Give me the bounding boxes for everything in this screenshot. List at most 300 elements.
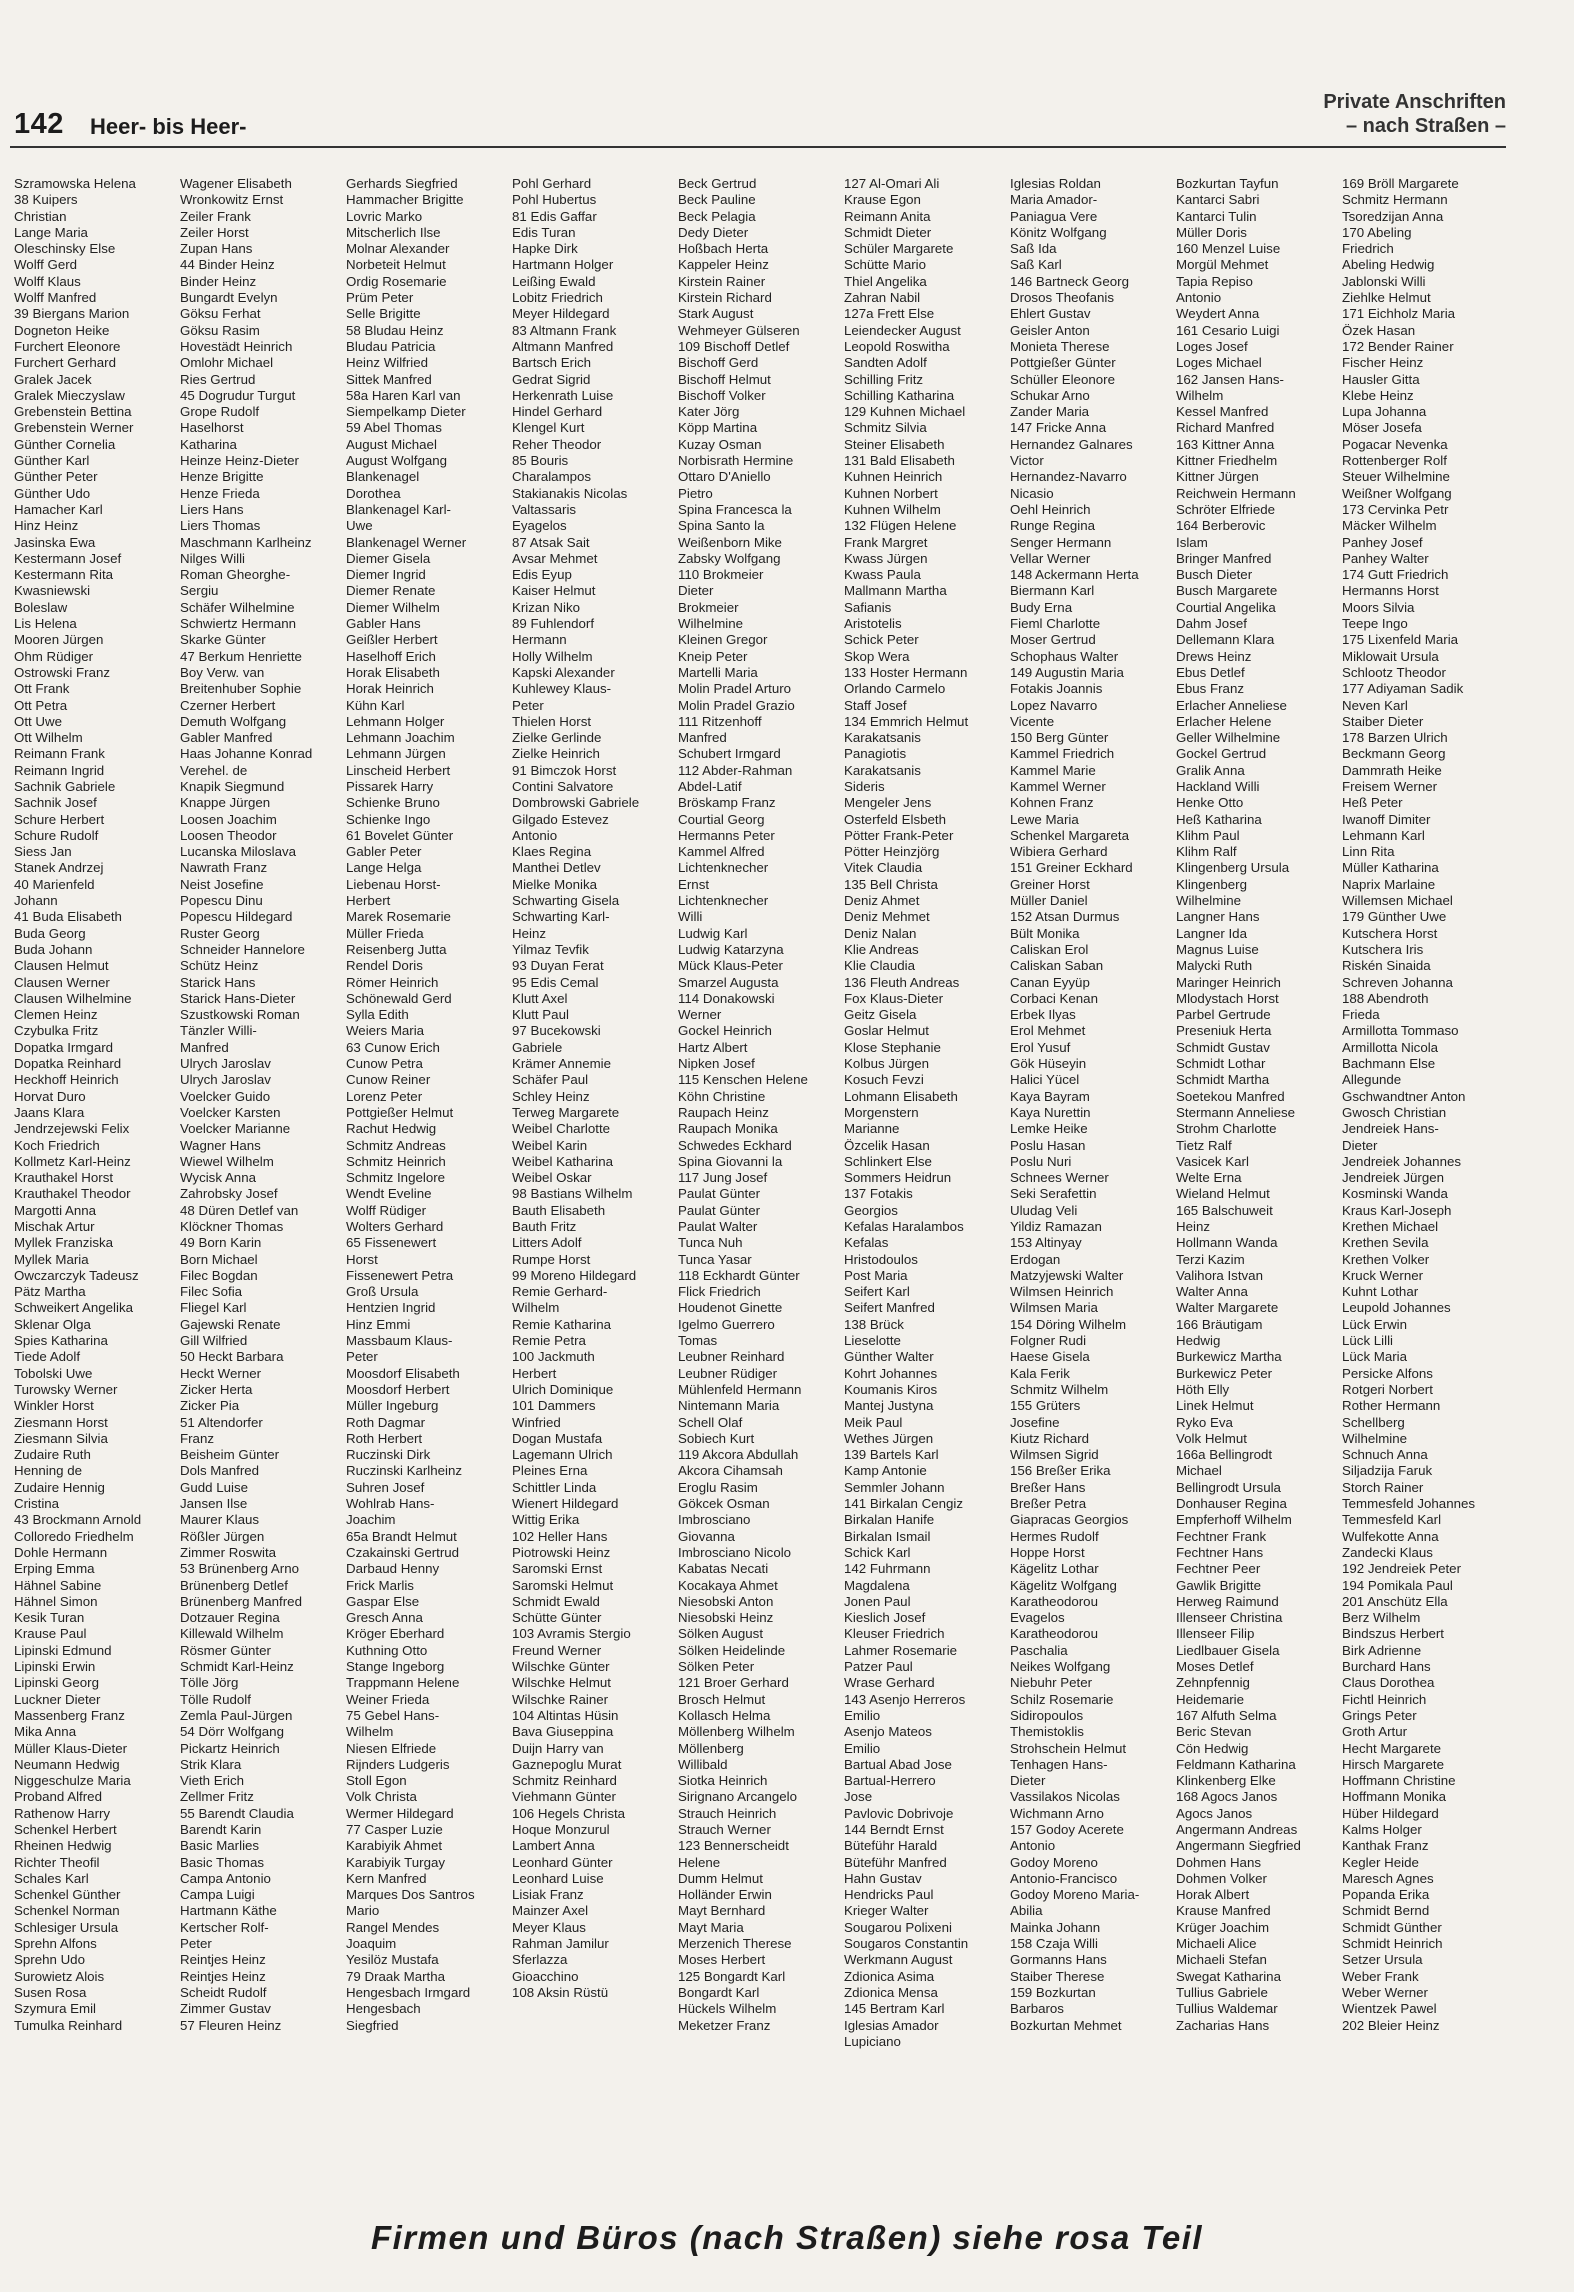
directory-entry: Klingenberg Ursula <box>1176 860 1290 876</box>
directory-entry: Magdalena <box>844 1577 910 1593</box>
directory-entry: Wagener Elisabeth <box>180 176 292 191</box>
directory-entry: Fichtl Heinrich <box>1342 1691 1427 1707</box>
directory-entry: Geitz Gisela <box>844 1007 917 1023</box>
directory-entry: Schütte Günter <box>512 1610 602 1626</box>
directory-entry: 51 Altendorfer <box>180 1414 263 1430</box>
directory-entry: Holländer Erwin <box>678 1887 772 1903</box>
directory-entry: Remie Petra <box>512 1333 586 1349</box>
directory-entry: 65 Fissenewert <box>346 1235 437 1251</box>
directory-entry: Sölken August <box>678 1626 764 1642</box>
directory-entry: Smarzel Augusta <box>678 974 779 990</box>
directory-column <box>1010 176 1176 2206</box>
directory-entry: Schönewald Gerd <box>346 990 452 1006</box>
directory-entry: Grebenstein Bettina <box>14 404 132 420</box>
directory-entry: Bungardt Evelyn <box>180 290 278 306</box>
directory-entry: Gedrat Sigrid <box>512 371 591 387</box>
directory-entry: Niesen Elfriede <box>346 1740 437 1756</box>
directory-entry: Nilges Willi <box>180 550 246 566</box>
directory-entry: Joaquim <box>346 1936 397 1952</box>
directory-entry: 167 Alfuth Selma <box>1176 1707 1277 1723</box>
directory-entry: Spies Katharina <box>14 1333 108 1349</box>
directory-entry: Buda Georg <box>14 925 86 941</box>
directory-entry: 95 Edis Cemal <box>512 974 599 990</box>
directory-entry: Strik Klara <box>180 1756 242 1772</box>
page-number: 142 <box>14 108 64 140</box>
directory-entry: 158 Czaja Willi <box>1010 1936 1098 1952</box>
directory-entry: Lehmann Joachim <box>346 730 455 746</box>
directory-entry: 112 Abder-Rahman <box>678 762 793 778</box>
directory-entry: Henze Brigitte <box>180 469 264 485</box>
directory-entry: Manthei Detlev <box>512 860 601 876</box>
directory-entry: Deniz Mehmet <box>844 909 930 925</box>
directory-entry: Saß Karl <box>1010 257 1062 273</box>
directory-entry: Remie Gerhard- <box>512 1284 608 1300</box>
directory-entry: Gajewski Renate <box>180 1316 281 1332</box>
directory-entry: Avsar Mehmet <box>512 550 598 566</box>
directory-entry: Mantej Justyna <box>844 1398 934 1414</box>
directory-entry: 159 Bozkurtan <box>1010 1984 1096 2000</box>
directory-entry: Gralek Mieczyslaw <box>14 387 125 403</box>
directory-entry: Morgül Mehmet <box>1176 257 1269 273</box>
directory-entry: Myllek Maria <box>14 1251 89 1267</box>
directory-entry: Miklowait Ursula <box>1342 648 1439 664</box>
directory-entry: Michaeli Alice <box>1176 1936 1257 1952</box>
directory-entry: 47 Berkum Henriette <box>180 648 302 664</box>
directory-entry: Roth Dagmar <box>346 1414 426 1430</box>
directory-entry: Szramowska Helena <box>14 176 136 191</box>
directory-entry: Tiede Adolf <box>14 1349 81 1365</box>
directory-entry: Rangel Mendes <box>346 1919 440 1935</box>
directory-entry: 139 Bartels Karl <box>844 1447 939 1463</box>
directory-entry: Basic Marlies <box>180 1838 260 1854</box>
directory-entry: Zicker Herta <box>180 1381 253 1397</box>
directory-entry: Erping Emma <box>14 1561 95 1577</box>
directory-entry: Islam <box>1176 534 1208 550</box>
directory-entry: Ebus Franz <box>1176 681 1244 697</box>
directory-entry: Winkler Horst <box>14 1398 94 1414</box>
directory-entry: Prüm Peter <box>346 290 414 306</box>
directory-entry: 43 Brockmann Arnold <box>14 1512 142 1528</box>
directory-entry: Sommers Heidrun <box>844 1170 952 1186</box>
directory-entry: Budy Erna <box>1010 599 1073 615</box>
directory-entry: Georgios <box>844 1202 898 1218</box>
directory-entry: Saromski Helmut <box>512 1577 614 1593</box>
directory-entry: Zimmer Roswita <box>180 1544 277 1560</box>
directory-entry: Schmitz Reinhard <box>512 1773 617 1789</box>
directory-entry: Müller Doris <box>1176 224 1247 240</box>
directory-entry: Rijnders Ludgeris <box>346 1756 450 1772</box>
directory-entry: Goslar Helmut <box>844 1023 929 1039</box>
directory-entry: Molnar Alexander <box>346 241 450 257</box>
directory-entry: 172 Bender Rainer <box>1342 338 1454 354</box>
directory-entry: Vieth Erich <box>180 1773 245 1789</box>
directory-entry: Hermann <box>512 632 567 648</box>
directory-entry: Maringer Heinrich <box>1176 974 1281 990</box>
directory-entry: Hedwig <box>1176 1333 1221 1349</box>
directory-entry: 192 Jendreiek Peter <box>1342 1561 1462 1577</box>
directory-entry: Lambert Anna <box>512 1838 595 1854</box>
directory-entry: Charalampos <box>512 469 592 485</box>
directory-entry: Beck Pelagia <box>678 208 756 224</box>
directory-entry: Hindel Gerhard <box>512 404 603 420</box>
directory-entry: Weydert Anna <box>1176 306 1260 322</box>
directory-entry: 125 Bongardt Karl <box>678 1968 786 1984</box>
directory-entry: Dieter <box>1342 1137 1378 1153</box>
directory-entry: Lopez Navarro <box>1010 697 1098 713</box>
directory-entry: Meketzer Franz <box>678 2017 771 2033</box>
directory-entry: Ott Uwe <box>14 713 63 729</box>
directory-entry: Wilschke Günter <box>512 1659 610 1675</box>
directory-entry: Richter Theofil <box>14 1854 100 1870</box>
directory-entry: Schenkel Günther <box>14 1887 121 1903</box>
directory-entry: Franz <box>180 1430 214 1446</box>
directory-entry: Brünenberg Detlef <box>180 1577 288 1593</box>
directory-entry: Manfred <box>180 1039 229 1055</box>
directory-entry: 144 Berndt Ernst <box>844 1821 944 1837</box>
directory-entry: Jendreiek Hans- <box>1342 1121 1439 1137</box>
directory-entry: 101 Dammers <box>512 1398 596 1414</box>
directory-entry: Blankenagel Werner <box>346 534 467 550</box>
directory-entry: Tumulka Reinhard <box>14 2017 123 2033</box>
directory-entry: Klie Claudia <box>844 958 915 974</box>
directory-entry: Tänzler Willi- <box>180 1023 257 1039</box>
directory-entry: 39 Biergans Marion <box>14 306 130 322</box>
directory-entry: Siess Jan <box>14 844 72 860</box>
directory-entry: Runge Regina <box>1010 518 1096 534</box>
directory-entry: Klinkenberg Elke <box>1176 1773 1276 1789</box>
directory-entry: Krethen Volker <box>1342 1251 1430 1267</box>
directory-entry: Kägelitz Wolfgang <box>1010 1577 1117 1593</box>
directory-entry: Hahn Gustav <box>844 1870 922 1886</box>
directory-entry: Erlacher Helene <box>1176 713 1272 729</box>
directory-entry: Winfried <box>512 1414 561 1430</box>
directory-entry: Ulrich Dominique <box>512 1381 614 1397</box>
directory-entry: Hinz Emmi <box>346 1316 411 1332</box>
directory-entry: 173 Cervinka Petr <box>1342 501 1449 517</box>
directory-entry: Schneider Hannelore <box>180 941 305 957</box>
directory-entry: Dellemann Klara <box>1176 632 1275 648</box>
directory-entry: Günther Walter <box>844 1349 934 1365</box>
directory-entry: Kantarci Tulin <box>1176 208 1257 224</box>
directory-entry: Hoque Monzurul <box>512 1821 610 1837</box>
directory-entry: Freisem Werner <box>1342 778 1438 794</box>
directory-column <box>512 176 678 2206</box>
directory-entry: Vellar Werner <box>1010 550 1091 566</box>
directory-entry: Freund Werner <box>512 1642 602 1658</box>
directory-entry: Dorothea <box>346 485 401 501</box>
directory-entry: Maresch Agnes <box>1342 1870 1434 1886</box>
directory-entry: Sittek Manfred <box>346 371 432 387</box>
directory-entry: Schenkel Margareta <box>1010 827 1129 843</box>
directory-entry: Zupan Hans <box>180 241 253 257</box>
directory-entry: Bartual-Herrero <box>844 1773 936 1789</box>
directory-entry: Antonio-Francisco <box>1010 1870 1118 1886</box>
directory-entry: Hernandez-Navarro <box>1010 469 1127 485</box>
directory-entry: Bludau Patricia <box>346 338 436 354</box>
directory-entry: Panhey Walter <box>1342 550 1429 566</box>
directory-entry: Starick Hans <box>180 974 256 990</box>
directory-entry: Reichwein Hermann <box>1176 485 1296 501</box>
directory-entry: Gabler Manfred <box>180 730 273 746</box>
directory-entry: Saromski Ernst <box>512 1561 603 1577</box>
directory-entry: Fliegel Karl <box>180 1300 247 1316</box>
directory-entry: Schales Karl <box>14 1870 89 1886</box>
directory-entry: 169 Bröll Margarete <box>1342 176 1459 191</box>
directory-entry: Cunow Petra <box>346 1056 423 1072</box>
directory-entry: Heinze Heinz-Dieter <box>180 453 299 469</box>
directory-entry: Magnus Luise <box>1176 941 1259 957</box>
directory-entry: 45 Dogrudur Turgut <box>180 387 296 403</box>
directory-entry: Siljadzija Faruk <box>1342 1463 1433 1479</box>
directory-entry: Popanda Erika <box>1342 1887 1430 1903</box>
directory-entry: Bava Giuseppina <box>512 1724 614 1740</box>
directory-entry: Poslu Hasan <box>1010 1137 1086 1153</box>
directory-entry: Bartual Abad Jose <box>844 1756 952 1772</box>
directory-entry: Schilling Fritz <box>844 371 924 387</box>
directory-entry: Weber Frank <box>1342 1968 1419 1984</box>
directory-entry: Cunow Reiner <box>346 1072 431 1088</box>
directory-entry: Stakianakis Nicolas <box>512 485 628 501</box>
directory-entry: Niggeschulze Maria <box>14 1773 131 1789</box>
directory-entry: 97 Bucekowski <box>512 1023 601 1039</box>
directory-entry: Wilhelmine <box>1176 893 1242 909</box>
directory-entry: Schilling Katharina <box>844 387 955 403</box>
directory-entry: Sobiech Kurt <box>678 1430 755 1446</box>
directory-entry: Dopatka Irmgard <box>14 1039 114 1055</box>
directory-entry: 106 Hegels Christa <box>512 1805 626 1821</box>
directory-entry: Kosuch Fevzi <box>844 1072 924 1088</box>
directory-entry: Lis Helena <box>14 616 77 632</box>
directory-entry: Wermer Hildegard <box>346 1805 454 1821</box>
directory-entry: 154 Döring Wilhelm <box>1010 1316 1127 1332</box>
directory-entry: Strauch Werner <box>678 1821 771 1837</box>
directory-entry: 65a Brandt Helmut <box>346 1528 457 1544</box>
directory-entry: Heckt Werner <box>180 1365 262 1381</box>
directory-entry: Yilmaz Tevfik <box>512 941 589 957</box>
directory-entry: Contini Salvatore <box>512 778 614 794</box>
directory-entry: Yesilöz Mustafa <box>346 1952 439 1968</box>
directory-entry: 136 Fleuth Andreas <box>844 974 960 990</box>
directory-entry: Klihm Paul <box>1176 827 1240 843</box>
directory-entry: Killewald Wilhelm <box>180 1626 284 1642</box>
directory-entry: 179 Günther Uwe <box>1342 909 1447 925</box>
directory-entry: Karakatsanis <box>844 762 921 778</box>
directory-entry: Ruster Georg <box>180 925 260 941</box>
directory-entry: Antonio <box>1010 1838 1056 1854</box>
directory-entry: Kefalas <box>844 1235 889 1251</box>
directory-entry: Staiber Therese <box>1010 1968 1105 1984</box>
directory-entry: Pötter Frank-Peter <box>844 827 954 843</box>
directory-entry: Bindszus Herbert <box>1342 1626 1444 1642</box>
directory-entry: Lück Maria <box>1342 1349 1408 1365</box>
directory-entry: Giovanna <box>678 1528 735 1544</box>
directory-entry: Lipinski Erwin <box>14 1659 96 1675</box>
directory-entry: Kraus Karl-Joseph <box>1342 1202 1452 1218</box>
directory-entry: Ziesmann Silvia <box>14 1430 108 1446</box>
directory-entry: Gabler Peter <box>346 844 422 860</box>
directory-entry: 162 Jansen Hans- <box>1176 371 1284 387</box>
directory-entry: Caliskan Erol <box>1010 941 1089 957</box>
directory-entry: Diemer Gisela <box>346 550 431 566</box>
directory-entry: Paniagua Vere <box>1010 208 1098 224</box>
directory-entry: Kestermann Rita <box>14 567 114 583</box>
directory-entry: Heidemarie <box>1176 1691 1244 1707</box>
directory-entry: Neumann Hedwig <box>14 1756 120 1772</box>
directory-entry: Özcelik Hasan <box>844 1137 930 1153</box>
directory-entry: Zeiler Frank <box>180 208 251 224</box>
directory-entry: Akcora Cihamsah <box>678 1463 783 1479</box>
directory-entry: Peter <box>346 1349 378 1365</box>
directory-entry: Willemsen Michael <box>1342 893 1453 909</box>
directory-entry: Storch Rainer <box>1342 1479 1424 1495</box>
directory-entry: Oehl Heinrich <box>1010 501 1091 517</box>
directory-entry: Schmidt Bernd <box>1342 1903 1430 1919</box>
directory-entry: Mika Anna <box>14 1724 77 1740</box>
directory-entry: 161 Cesario Luigi <box>1176 322 1280 338</box>
directory-entry: Mielke Monika <box>512 876 597 892</box>
directory-entry: Lehmann Karl <box>1342 827 1425 843</box>
directory-entry: Tölle Rudolf <box>180 1691 251 1707</box>
directory-entry: Kutschera Horst <box>1342 925 1438 941</box>
directory-entry: 100 Jackmuth <box>512 1349 595 1365</box>
directory-entry: Tölle Jörg <box>180 1675 239 1691</box>
directory-entry: Lange Helga <box>346 860 422 876</box>
directory-entry: Kwasniewski <box>14 583 91 599</box>
directory-entry: Pissarek Harry <box>346 778 434 794</box>
directory-entry: Darbaud Henny <box>346 1561 440 1577</box>
directory-entry: Lemke Heike <box>1010 1121 1088 1137</box>
directory-entry: Leubner Rüdiger <box>678 1365 778 1381</box>
directory-entry: Bozkurtan Tayfun <box>1176 176 1279 191</box>
directory-entry: Tapia Repiso <box>1176 273 1253 289</box>
directory-entry: Kutschera Iris <box>1342 941 1424 957</box>
directory-entry: Zielke Gerlinde <box>512 730 602 746</box>
directory-entry: Persicke Alfons <box>1342 1365 1433 1381</box>
directory-entry: Raupach Monika <box>678 1121 778 1137</box>
directory-entry: Hristodoulos <box>844 1251 918 1267</box>
directory-entry: Wagner Hans <box>180 1137 261 1153</box>
directory-entry: Pottgießer Günter <box>1010 355 1116 371</box>
directory-entry: Lovric Marko <box>346 208 423 224</box>
directory-entry: Schwiertz Hermann <box>180 616 297 632</box>
directory-entry: Monieta Therese <box>1010 338 1110 354</box>
directory-entry: Bült Monika <box>1010 925 1080 941</box>
directory-entry: Erol Mehmet <box>1010 1023 1086 1039</box>
directory-entry: Özek Hasan <box>1342 322 1416 338</box>
directory-entry: Dieter <box>678 583 714 599</box>
directory-entry: Lohmann Elisabeth <box>844 1088 958 1104</box>
directory-entry: Stoll Egon <box>346 1773 407 1789</box>
directory-entry: Malycki Ruth <box>1176 958 1253 974</box>
directory-entry: Lipinski Edmund <box>14 1642 112 1658</box>
directory-entry: Sylla Edith <box>346 1007 409 1023</box>
directory-entry: Spina Santo la <box>678 518 765 534</box>
directory-entry: Clemen Heinz <box>14 1007 98 1023</box>
directory-entry: Kuthning Otto <box>346 1642 428 1658</box>
directory-entry: Liers Thomas <box>180 518 261 534</box>
directory-entry: Siotka Heinrich <box>678 1773 768 1789</box>
directory-entry: Zicker Pia <box>180 1398 240 1414</box>
directory-entry: Joachim <box>346 1512 396 1528</box>
directory-entry: Panagiotis <box>844 746 907 762</box>
directory-entry: Hengesbach Irmgard <box>346 1984 471 2000</box>
directory-entry: Lange Maria <box>14 224 88 240</box>
directory-entry: Langner Hans <box>1176 909 1260 925</box>
directory-entry: Frick Marlis <box>346 1577 414 1593</box>
directory-entry: Grings Peter <box>1342 1707 1417 1723</box>
directory-entry: Henze Frieda <box>180 485 260 501</box>
directory-entry: Birkalan Hanife <box>844 1512 935 1528</box>
directory-entry: Morgenstern <box>844 1104 919 1120</box>
directory-entry: Margotti Anna <box>14 1202 97 1218</box>
directory-entry: 50 Heckt Barbara <box>180 1349 284 1365</box>
directory-entry: Burkewicz Martha <box>1176 1349 1282 1365</box>
directory-entry: Mühlenfeld Hermann <box>678 1381 802 1397</box>
directory-entry: Horak Elisabeth <box>346 664 440 680</box>
directory-entry: Fox Klaus-Dieter <box>844 990 944 1006</box>
directory-entry: Meyer Klaus <box>512 1919 586 1935</box>
directory-entry: Kneip Peter <box>678 648 748 664</box>
directory-entry: August Wolfgang <box>346 453 448 469</box>
directory-entry: Mück Klaus-Peter <box>678 958 783 974</box>
directory-entry: Kittner Friedhelm <box>1176 453 1278 469</box>
directory-entry: Kammel Alfred <box>678 844 765 860</box>
directory-entry: 108 Aksin Rüstü <box>512 1984 609 2000</box>
directory-entry: Biermann Karl <box>1010 583 1095 599</box>
directory-entry: Richard Manfred <box>1176 420 1275 436</box>
directory-entry: 98 Bastians Wilhelm <box>512 1186 633 1202</box>
directory-entry: Wolff Rüdiger <box>346 1202 427 1218</box>
directory-entry: Schmidt Lothar <box>1176 1056 1266 1072</box>
directory-entry: 163 Kittner Anna <box>1176 436 1275 452</box>
directory-entry: Loges Michael <box>1176 355 1262 371</box>
directory-entry: Schmitz Ingelore <box>346 1170 446 1186</box>
directory-entry: Diemer Renate <box>346 583 436 599</box>
directory-entry: Heß Peter <box>1342 795 1403 811</box>
directory-entry: Paschalia <box>1010 1642 1068 1658</box>
directory-entry: Gabriele <box>512 1039 563 1055</box>
directory-entry: Könitz Wolfgang <box>1010 224 1107 240</box>
directory-entry: Schwarting Gisela <box>512 893 620 909</box>
directory-entry: Hengesbach <box>346 2001 421 2017</box>
directory-entry: 57 Fleuren Heinz <box>180 2017 282 2033</box>
directory-entry: Liers Hans <box>180 501 244 517</box>
directory-entry: Groß Ursula <box>346 1284 419 1300</box>
directory-entry: Wienert Hildegard <box>512 1496 619 1512</box>
directory-entry: Loosen Joachim <box>180 811 277 827</box>
directory-entry: Kestermann Josef <box>14 550 122 566</box>
directory-entry: Ott Petra <box>14 697 68 713</box>
directory-entry: 149 Augustin Maria <box>1010 664 1124 680</box>
directory-entry: Dohmen Hans <box>1176 1854 1261 1870</box>
directory-entry: Haas Johanne Konrad <box>180 746 313 762</box>
directory-entry: Poslu Nuri <box>1010 1153 1072 1169</box>
directory-entry: Schwarting Karl- <box>512 909 610 925</box>
directory-entry: Geißler Herbert <box>346 632 438 648</box>
directory-entry: Demuth Wolfgang <box>180 713 287 729</box>
directory-entry: Peter <box>512 697 544 713</box>
directory-entry: Mainzer Axel <box>512 1903 589 1919</box>
directory-entry: Kaya Nurettin <box>1010 1104 1091 1120</box>
directory-entry: Kamp Antonie <box>844 1463 927 1479</box>
directory-entry: Schienke Ingo <box>346 811 431 827</box>
directory-entry: Klose Stephanie <box>844 1039 941 1055</box>
directory-entry: Schmidt Ewald <box>512 1593 600 1609</box>
directory-entry: Fischer Heinz <box>1342 355 1424 371</box>
directory-entry: Houdenot Ginette <box>678 1300 783 1316</box>
directory-entry: Raupach Heinz <box>678 1104 769 1120</box>
directory-entry: Ott Wilhelm <box>14 730 83 746</box>
